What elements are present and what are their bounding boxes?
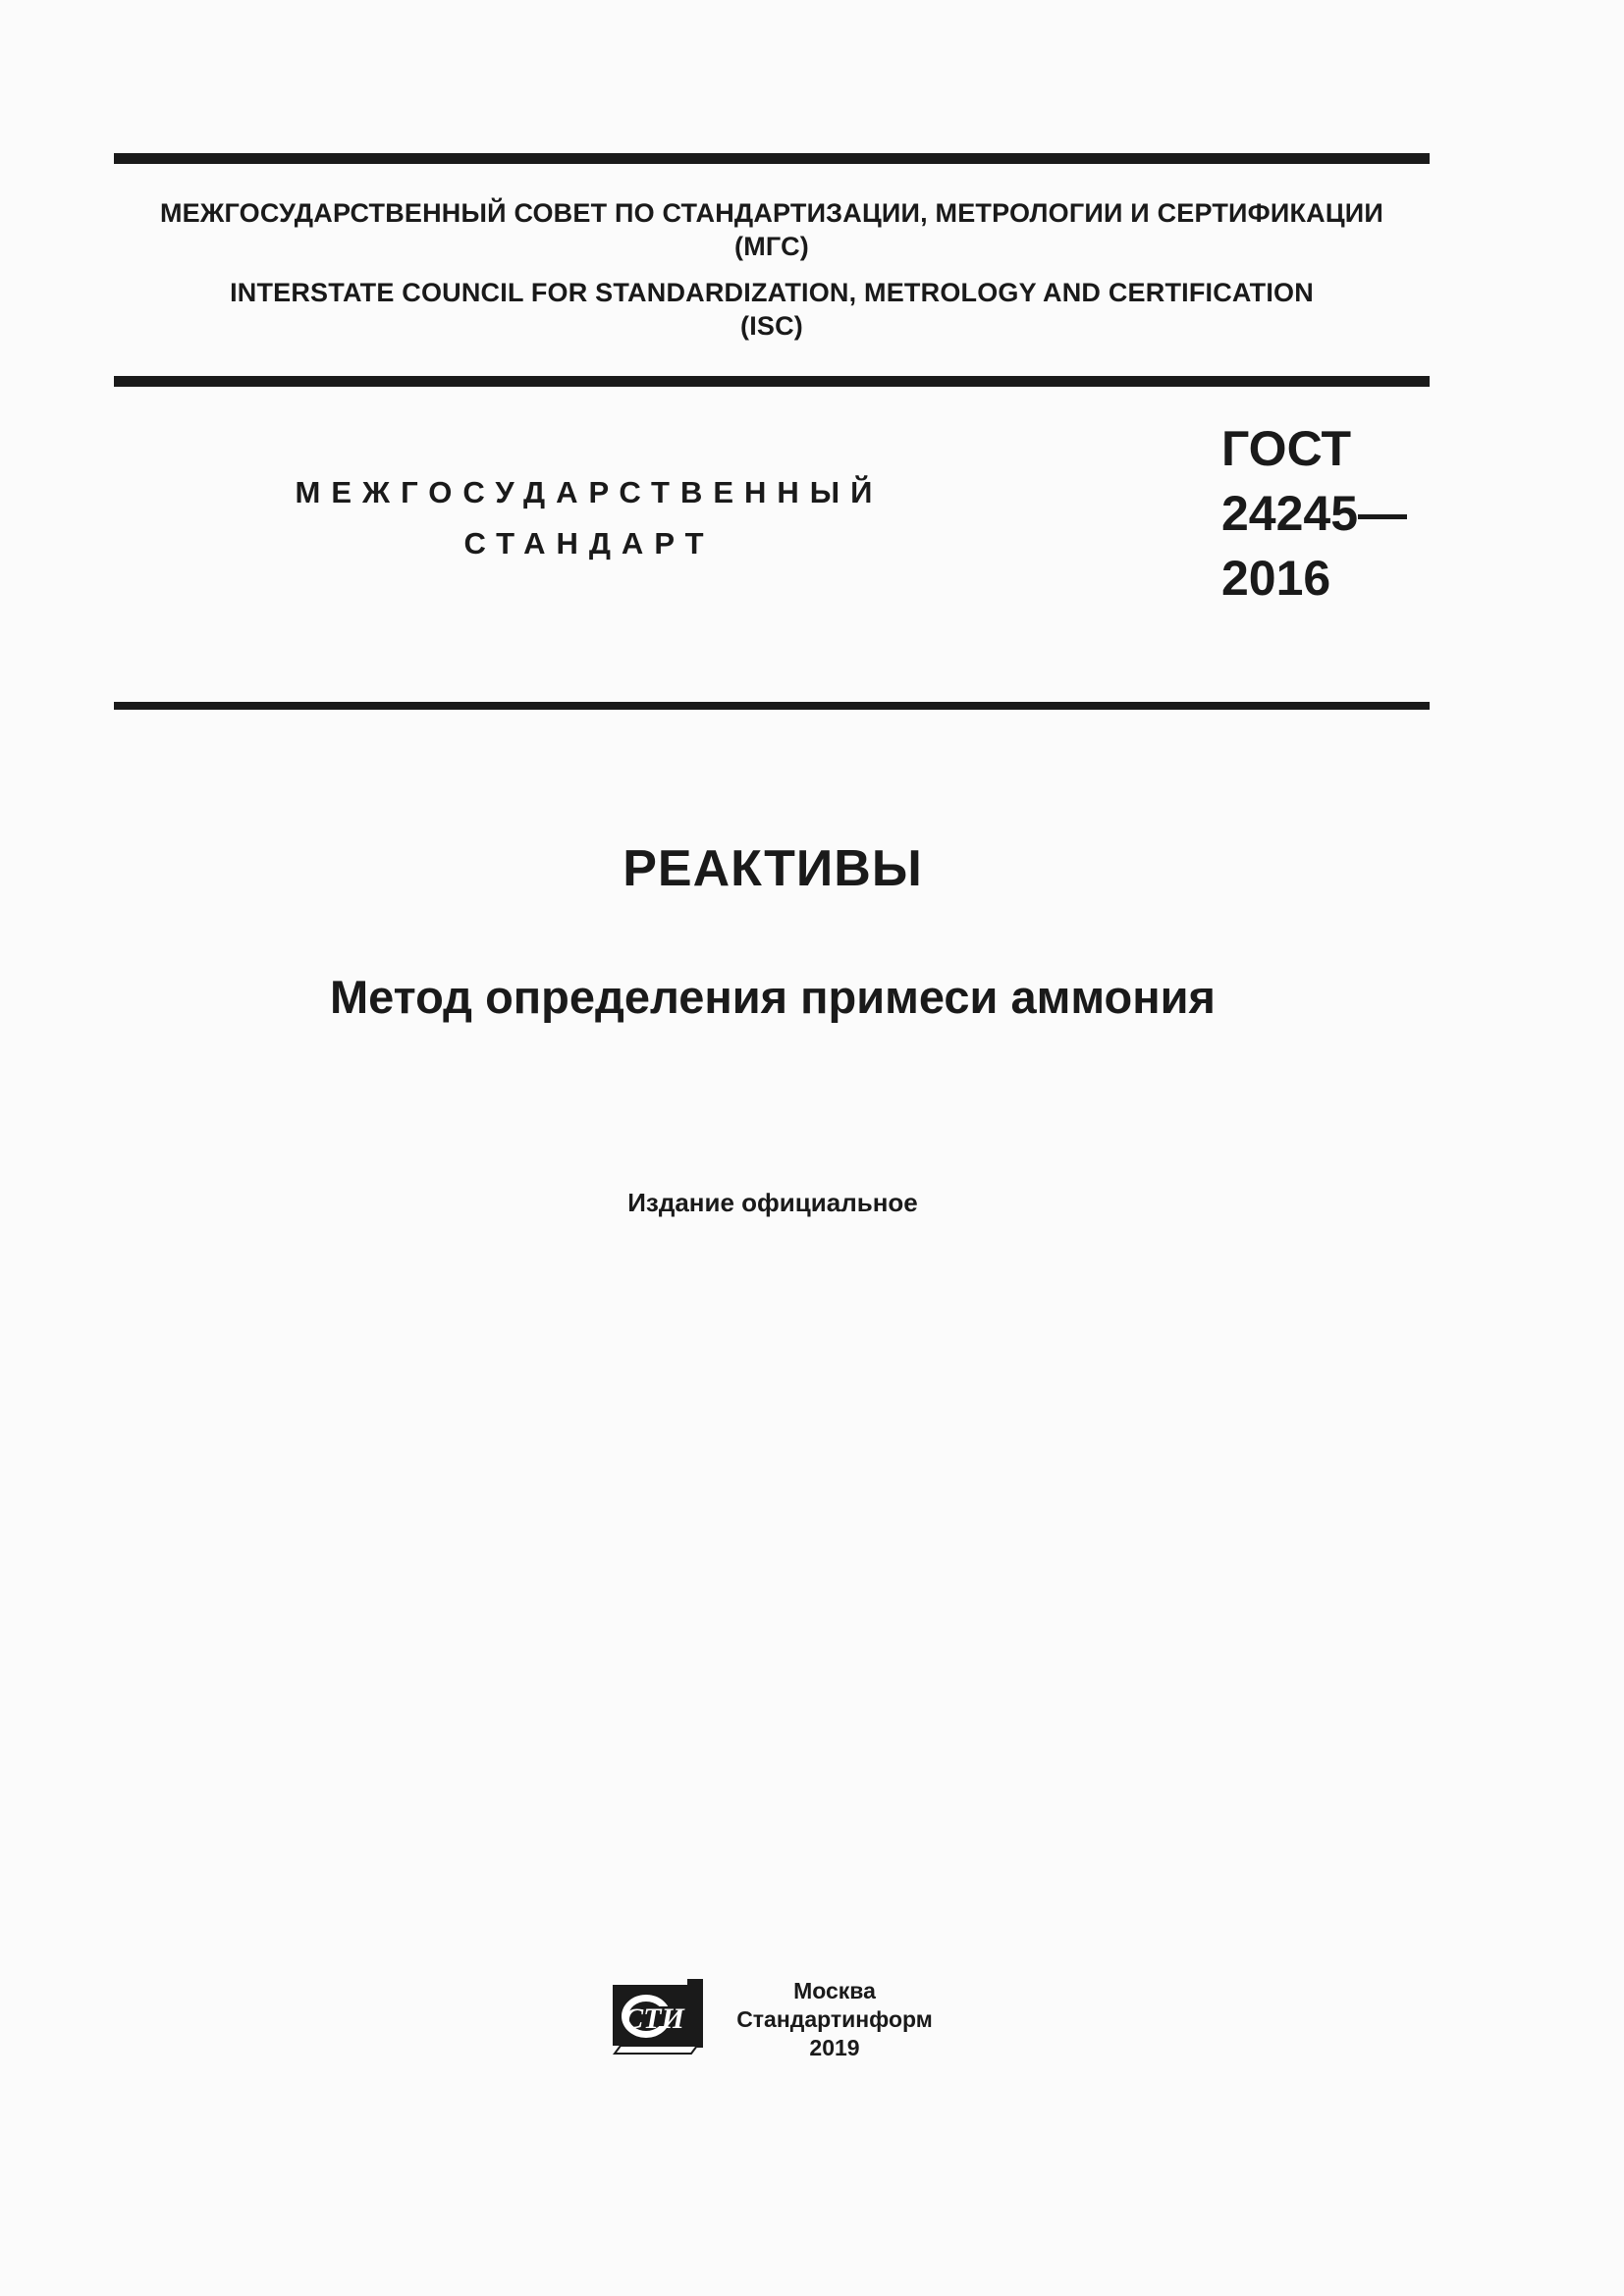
edition-note: Издание официальное bbox=[627, 1188, 918, 1217]
middle-divider bbox=[114, 376, 1430, 387]
council-abbr-en: (ISC) bbox=[740, 311, 803, 341]
standard-type-line-2: СТАНДАРТ bbox=[463, 526, 715, 561]
publisher-name: Стандартинформ bbox=[736, 2006, 933, 2032]
gost-label: ГОСТ bbox=[1221, 421, 1351, 476]
logo-lettering: СТИ bbox=[623, 2002, 684, 2035]
council-name-en: INTERSTATE COUNCIL FOR STANDARDIZATION, METROLOGY AND CERTIFICATION bbox=[230, 278, 1314, 307]
gost-year: 2016 bbox=[1221, 551, 1331, 606]
lower-divider bbox=[114, 702, 1430, 710]
document-title: РЕАКТИВЫ bbox=[623, 840, 923, 897]
council-abbr-ru: (МГС) bbox=[734, 232, 809, 261]
gost-number: 24245— bbox=[1221, 486, 1408, 541]
standard-type-line-1: МЕЖГОСУДАРСТВЕННЫЙ bbox=[295, 475, 884, 509]
publisher-city: Москва bbox=[793, 1978, 876, 2003]
standartinform-logo-icon bbox=[611, 1977, 705, 2056]
publication-year: 2019 bbox=[809, 2035, 860, 2060]
council-name-ru: МЕЖГОСУДАРСТВЕННЫЙ СОВЕТ ПО СТАНДАРТИЗАЦИИ, МЕТРОЛОГИИ И СЕРТИФИКАЦИИ bbox=[159, 198, 1384, 228]
document-subtitle: Метод определения примеси аммония bbox=[330, 971, 1216, 1023]
top-divider bbox=[114, 153, 1430, 164]
